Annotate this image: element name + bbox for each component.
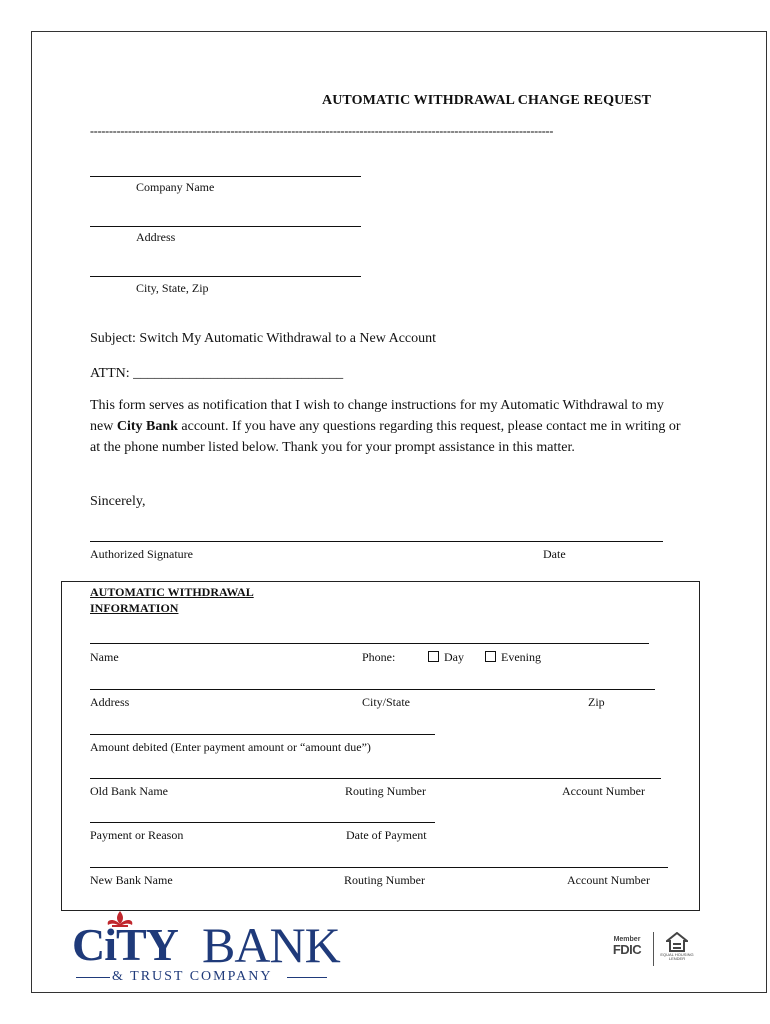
body-paragraph <box>90 396 690 458</box>
old-bank-line[interactable] <box>90 778 661 779</box>
body-text-2: account. If you have any questions regarding this request, please contact me in writing or at the phone number listed below. Thank you for your prompt assistance in this matter. <box>90 418 681 455</box>
old-routing-label: Routing Number <box>345 784 426 798</box>
new-account-label: Account Number <box>567 873 650 887</box>
subject-line: Subject: Switch My Automatic Withdrawal to a New Account <box>90 331 437 346</box>
name-phone-line[interactable] <box>90 643 649 644</box>
amount-line[interactable] <box>90 734 435 735</box>
address-label: Address <box>136 230 176 244</box>
page-title: AUTOMATIC WITHDRAWAL CHANGE REQUEST <box>322 93 652 108</box>
evening-checkbox[interactable] <box>485 650 541 665</box>
signature-date-label: Date <box>543 547 566 561</box>
new-bank-line[interactable] <box>90 867 668 868</box>
fdic-logo <box>610 936 644 956</box>
info-heading-line2: INFORMATION <box>90 601 179 615</box>
equal-housing-icon <box>666 932 688 952</box>
phone-label: Phone: <box>362 650 396 664</box>
old-bank-label: Old Bank Name <box>90 784 168 798</box>
info-heading-line1: AUTOMATIC WITHDRAWAL <box>90 585 254 599</box>
name-label: Name <box>90 650 119 664</box>
day-checkbox[interactable] <box>428 650 464 665</box>
fdic-text: FDIC <box>612 942 642 957</box>
payment-line[interactable] <box>90 822 435 823</box>
logo-trust-text: & TRUST COMPANY <box>112 969 273 984</box>
signature-line[interactable] <box>90 541 663 542</box>
info-heading <box>90 584 254 616</box>
city-state-zip-label: City, State, Zip <box>136 281 209 295</box>
logo-bank-text: BANK <box>202 917 340 973</box>
day-label: Day <box>444 650 464 664</box>
dashed-separator: -------------------------------------------------------------------------------------------------------------------------- <box>90 124 554 138</box>
company-name-label: Company Name <box>136 180 215 194</box>
logo-rule-left <box>76 977 110 978</box>
amount-label: Amount debited (Enter payment amount or “amount due”) <box>90 740 371 754</box>
payment-reason-label: Payment or Reason <box>90 828 184 842</box>
equal-housing-logo <box>660 932 694 961</box>
city-state-label: City/State <box>362 695 410 709</box>
company-name-line[interactable] <box>90 176 361 177</box>
attn-line: ATTN: ______________________________ <box>90 366 344 381</box>
logo-rule-right <box>287 977 327 978</box>
old-account-label: Account Number <box>562 784 645 798</box>
evening-label: Evening <box>501 650 541 664</box>
fdic-member-text: Member <box>613 936 641 943</box>
equal-housing-text-2: LENDER <box>668 956 686 961</box>
equal-housing-text-1: EQUAL HOUSING <box>660 952 694 957</box>
body-bank-name: City Bank <box>116 418 178 434</box>
info-address-label: Address <box>90 695 130 709</box>
address-line[interactable] <box>90 226 361 227</box>
new-bank-label: New Bank Name <box>90 873 173 887</box>
closing: Sincerely, <box>90 494 146 509</box>
city-state-zip-line[interactable] <box>90 276 361 277</box>
logo-divider <box>653 932 654 966</box>
logo-city-text: CiTY <box>72 919 178 970</box>
authorized-signature-label: Authorized Signature <box>90 547 193 561</box>
evening-checkbox-box[interactable] <box>485 651 496 662</box>
date-of-payment-label: Date of Payment <box>346 828 427 842</box>
zip-label: Zip <box>588 695 605 709</box>
new-routing-label: Routing Number <box>344 873 425 887</box>
day-checkbox-box[interactable] <box>428 651 439 662</box>
body-text-1: This form serves as notification that I wish to change instructions for my Automatic Withdrawal to my new <box>90 398 664 434</box>
info-address-line[interactable] <box>90 689 655 690</box>
